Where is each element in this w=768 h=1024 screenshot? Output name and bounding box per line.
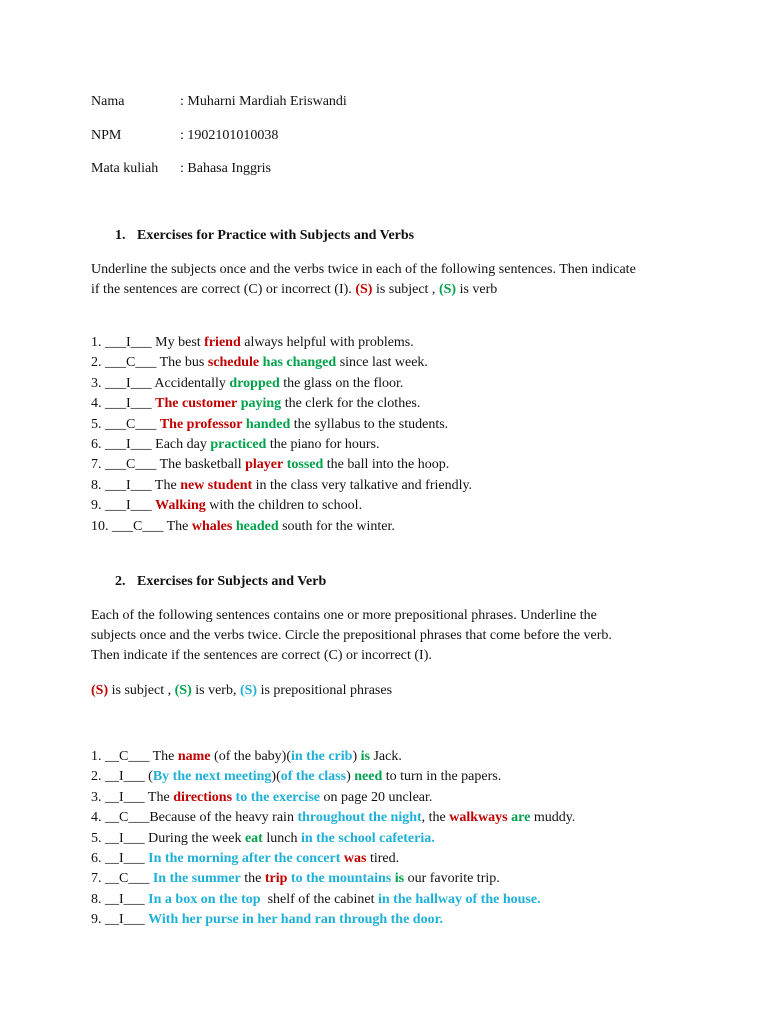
sentence-text: muddy.	[530, 810, 576, 826]
prepositional-phrase-highlight: With her purse in her hand ran through the door.	[148, 912, 444, 928]
verb-highlight: practiced	[210, 436, 267, 452]
verb-highlight: are	[511, 810, 531, 826]
course-label: Mata kuliah	[91, 161, 159, 176]
sentence-text: our favorite trip.	[404, 871, 500, 887]
prepositional-phrase-highlight: In a box on the top	[148, 891, 261, 907]
prepositional-phrase-highlight: (S)	[239, 683, 258, 698]
sentence-text: south for the winter.	[278, 518, 395, 534]
legend-verb-text: is verb	[456, 282, 498, 297]
exercise-item	[91, 455, 472, 475]
sentence-text: 7. ___C___ The basketball	[91, 457, 246, 473]
sentence-text: 2. ___C___ The bus	[91, 355, 208, 371]
sentence-text: 3. __I___ The	[91, 789, 174, 805]
prepositional-phrase-highlight: By the next meeting	[152, 769, 272, 785]
sentence-text: 8. ___I___ The	[91, 477, 181, 493]
prepositional-phrase-highlight: In the summer	[152, 871, 241, 887]
instruction-line: subjects once and the verbs twice. Circle the prepositional phrases that come before the verb.	[91, 628, 612, 643]
sentence-text: the syllabus to the students.	[290, 416, 449, 432]
subject-highlight: new student	[180, 477, 253, 493]
exercise-item	[91, 788, 575, 808]
prepositional-phrase-highlight: to the mountains	[290, 871, 392, 887]
sentence-text: 6. ___I___ Each day	[91, 436, 211, 452]
exercise-item	[91, 394, 472, 414]
sentence-text: 5. ___C___	[91, 416, 160, 432]
subject-highlight: schedule	[207, 355, 260, 371]
subject-highlight: whales	[191, 518, 233, 534]
verb-highlight: handed	[245, 416, 291, 432]
verb-highlight: is	[394, 871, 405, 887]
sentence-text: 1. __C___ The	[91, 749, 178, 764]
sentence-text: the	[240, 871, 265, 887]
legend-verb-marker: (S)	[438, 282, 457, 297]
sentence-text: to turn in the papers.	[382, 769, 502, 785]
section2-legend	[91, 681, 691, 701]
subject-highlight: was	[343, 850, 367, 866]
sentence-text: always helpful with problems.	[240, 335, 414, 350]
sentence-text: Jack.	[369, 749, 402, 764]
course-value: : Bahasa Inggris	[180, 161, 271, 176]
section2-heading	[115, 574, 326, 590]
verb-highlight: eat	[244, 830, 263, 846]
sentence-text: 1. ___I___ My best	[91, 335, 205, 350]
subject-highlight: name	[177, 749, 211, 764]
sentence-text: 6. __I___	[91, 850, 149, 866]
exercise-item	[91, 476, 472, 496]
sentence-text: on page 20 unclear.	[320, 789, 433, 805]
section2-number: 2.	[115, 574, 126, 589]
sentence-text: with the children to school.	[205, 498, 363, 514]
prepositional-phrase-highlight: to the exercise	[235, 789, 321, 805]
sentence-text: )	[346, 769, 355, 785]
prepositional-phrase-highlight: of the class	[280, 769, 347, 785]
prepositional-phrase-highlight: .	[431, 830, 435, 846]
section1-exercise-list	[91, 333, 472, 537]
section1-instructions	[91, 260, 691, 300]
sentence-text: since last week.	[336, 355, 428, 371]
exercise-item	[91, 374, 472, 394]
section2-title: Exercises for Subjects and Verb	[137, 574, 327, 589]
subject-highlight: player	[245, 457, 284, 473]
sentence-text: 10. ___C___ The	[91, 518, 192, 534]
sentence-text: 3. ___I___ Accidentally	[91, 375, 230, 391]
name-label: Nama	[91, 94, 125, 109]
subject-highlight: The professor	[159, 416, 243, 432]
verb-highlight: need	[354, 769, 383, 785]
sentence-text: 2. __I___ (	[91, 769, 153, 785]
exercise-item	[91, 890, 575, 910]
sentence-text: the piano for hours.	[266, 436, 380, 452]
sentence-text: 8. __I___	[91, 891, 149, 907]
sentence-text: )	[352, 749, 361, 764]
verb-highlight: headed	[235, 518, 279, 534]
exercise-item	[91, 435, 472, 455]
exercise-item	[91, 747, 575, 767]
sentence-text: 4. ___I___	[91, 396, 156, 412]
exercise-item	[91, 333, 472, 353]
exercise-item	[91, 767, 575, 787]
legend-line	[91, 681, 691, 701]
name-value: : Muharni Mardiah Eriswandi	[180, 94, 347, 109]
prepositional-phrase-highlight: throughout the night	[297, 810, 422, 826]
instruction-line: Then indicate if the sentences are correct (C) or incorrect (I).	[91, 648, 432, 663]
exercise-item	[91, 829, 575, 849]
sentence-text: is subject ,	[108, 683, 175, 698]
exercise-item	[91, 869, 575, 889]
sentence-text: shelf of the cabinet	[260, 891, 378, 907]
sentence-text: , the	[421, 810, 450, 826]
legend-subject-text: is subject ,	[372, 282, 436, 297]
prepositional-phrase-highlight: in the hallway of the house.	[378, 891, 541, 907]
exercise-item	[91, 496, 472, 516]
verb-highlight: (S)	[174, 683, 192, 698]
section2-instructions	[91, 606, 691, 666]
prepositional-phrase-highlight: in the crib	[291, 749, 353, 764]
sentence-text: the ball into the hoop.	[323, 457, 450, 473]
sentence-text: the clerk for the clothes.	[281, 396, 421, 412]
sentence-text: )(	[271, 769, 281, 785]
section1-heading	[115, 228, 414, 244]
legend-subject-marker: (S)	[355, 282, 373, 297]
subject-highlight: walkways	[449, 810, 508, 826]
exercise-item	[91, 353, 472, 373]
exercise-item	[91, 849, 575, 869]
subject-highlight: directions	[173, 789, 233, 805]
sentence-text: is prepositional phrases	[257, 683, 393, 698]
instruction-text: if the sentences are correct (C) or incorrect (I).	[91, 282, 352, 297]
sentence-text: 7. __C___	[91, 871, 153, 887]
subject-highlight: trip	[264, 871, 288, 887]
exercise-item	[91, 415, 472, 435]
verb-highlight: dropped	[229, 375, 280, 391]
section1-number: 1.	[115, 228, 126, 243]
sentence-text: lunch	[262, 830, 301, 846]
sentence-text: 4. __C___Because of the heavy rain	[91, 810, 298, 826]
sentence-text: 5. __I___ During the week	[91, 830, 245, 846]
prepositional-phrase-highlight: In the morning after the concert	[148, 850, 341, 866]
prepositional-phrase-highlight: in the school cafeteria	[300, 830, 432, 846]
sentence-text: (of the baby)(	[210, 749, 291, 764]
section2-exercise-list	[91, 747, 575, 931]
sentence-text: 9. __I___	[91, 912, 149, 928]
sentence-text: 9. ___I___	[91, 498, 156, 514]
verb-highlight: tossed	[286, 457, 324, 473]
instruction-line: Each of the following sentences contains one or more prepositional phrases. Underline the	[91, 608, 597, 623]
subject-highlight: friend	[204, 335, 241, 350]
sentence-text: in the class very talkative and friendly.	[252, 477, 473, 493]
subject-highlight: The customer	[155, 396, 238, 412]
npm-value: : 1902101010038	[180, 128, 279, 143]
verb-highlight: is	[360, 749, 370, 764]
instruction-line	[91, 280, 691, 300]
sentence-text: the glass on the floor.	[279, 375, 404, 391]
sentence-text: tired.	[366, 850, 400, 866]
verb-highlight: has changed	[262, 355, 337, 371]
npm-label: NPM	[91, 128, 122, 143]
section1-title: Exercises for Practice with Subjects and Verbs	[137, 228, 415, 243]
verb-highlight: paying	[240, 396, 282, 412]
instruction-line: Underline the subjects once and the verbs twice in each of the following sentences. Then indicate	[91, 262, 636, 277]
exercise-item	[91, 910, 575, 930]
exercise-item	[91, 808, 575, 828]
subject-highlight: Walking	[155, 498, 206, 514]
exercise-item	[91, 517, 472, 537]
sentence-text: is verb,	[191, 683, 240, 698]
subject-highlight: (S)	[91, 683, 109, 698]
